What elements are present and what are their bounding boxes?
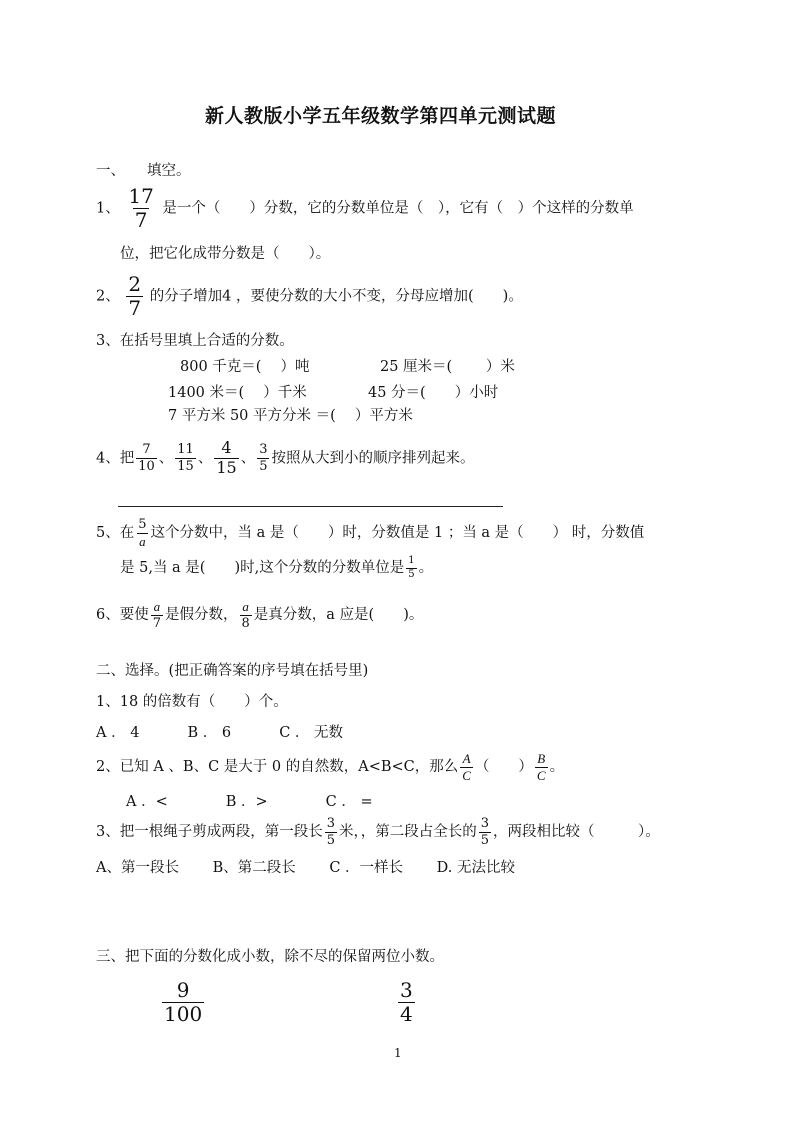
s2-q3-fraction-2: $\frac{3}{5}$ <box>480 816 490 848</box>
q5-line-b <box>120 556 433 580</box>
q1-text-b: 位，把它化成带分数是（ ）。 <box>120 246 331 262</box>
q4-fraction-1: $\frac{7}{10}$ <box>138 442 155 474</box>
s3-fraction-1-wrap <box>160 980 206 1025</box>
q1-fraction <box>126 186 155 231</box>
section2-heading: 二、选择。(把正确答案的序号填在括号里) <box>96 663 369 679</box>
q3-row1-b: 25 厘米＝( ）米 <box>380 359 515 375</box>
q1-line <box>96 186 634 231</box>
q2-denominator: 7 <box>128 296 142 320</box>
q1-numerator: 17 <box>128 184 154 208</box>
s2-q3-fraction-1: $\frac{3}{5}$ <box>326 816 336 848</box>
q4-sep: 、 <box>240 450 256 467</box>
q2-fraction <box>126 274 143 319</box>
s2-q2-line <box>96 752 564 782</box>
q5-fraction-2: $\frac{1}{5}$ <box>408 555 415 580</box>
q2-numerator: 2 <box>128 272 142 296</box>
q3-row1-a: 800 千克＝( ）吨 <box>180 359 310 375</box>
section1-heading <box>96 164 191 179</box>
q4-suffix: 按照从大到小的顺序排列起来。 <box>271 450 475 467</box>
s3-fraction-2-wrap <box>396 980 417 1025</box>
q4-line <box>96 440 474 477</box>
q6-mid: 是假分数， <box>165 607 238 624</box>
q4-answer-line <box>118 506 503 507</box>
q5-text-b: 是 5,当 a 是( )时,这个分数的分数单位是 <box>120 560 405 576</box>
q4-sep: 、 <box>197 450 213 467</box>
q4-prefix: 4、把 <box>96 450 135 467</box>
q2-line <box>96 274 523 319</box>
page-title: 新人教版小学五年级数学第四单元测试题 <box>205 105 557 127</box>
q5-text-a: 这个分数中，当 a 是（ ）时，分数值是 1 ；当 a 是（ ） 时，分数值 <box>150 525 645 542</box>
s2-q1-options: A ． 4 B ． 6 C ． 无数 <box>96 725 344 741</box>
s2-q2-options: A ．< B ．> C ． = <box>126 794 373 810</box>
q6-fraction-1: $\frac{a}{7}$ <box>152 599 162 631</box>
q5-prefix: 5、在 <box>96 525 135 542</box>
q6-fraction-2: $\frac{a}{8}$ <box>241 599 250 631</box>
q1-num: 1、 <box>96 200 120 217</box>
s2-q2-text: 2、已知 A 、B、C 是大于 0 的自然数，A<B<C，那么 <box>96 759 459 776</box>
s2-q3-line <box>96 817 660 847</box>
s2-q3-prefix: 3、把一根绳子剪成两段，第一段长 <box>96 824 323 841</box>
q6-suffix: 是真分数，a 应是( )。 <box>253 607 424 624</box>
s2-q2-fraction-1: $\frac{A}{C}$ <box>462 751 471 783</box>
q2-text: 的分子增加4 ，要使分数的大小不变，分母应增加( )。 <box>149 288 523 305</box>
q3-row2-a: 1400 米＝( ）千米 <box>168 385 307 401</box>
q2-num: 2、 <box>96 288 120 305</box>
q3-row3: 7 平方米 50 平方分米 ＝( ）平方米 <box>168 408 413 424</box>
section1-heading-text: 填空。 <box>147 163 191 179</box>
s2-q3-mid: 米，，第二段占全长的 <box>339 824 477 841</box>
q5-fraction: $\frac{5}{a}$ <box>138 517 147 549</box>
q1-text-a: 是一个（ ）分数，它的分数单位是（ ），它有（ ）个这样的分数单 <box>162 200 634 217</box>
q3-text: 3、在括号里填上合适的分数。 <box>96 333 294 349</box>
s2-q2-end: 。 <box>549 759 565 776</box>
q6-line <box>96 600 423 630</box>
s2-q3-options: A、第一段长 B、第二段长 C ．一样长 D. 无法比较 <box>96 860 515 876</box>
section1-heading-num: 一、 <box>96 163 125 179</box>
q3-row2-b: 45 分＝( ）小时 <box>368 385 499 401</box>
q4-sep: 、 <box>158 450 174 467</box>
s2-q1-text: 1、18 的倍数有（ ）个。 <box>96 694 288 710</box>
q5-line <box>96 518 644 548</box>
q5-end: 。 <box>418 560 434 576</box>
section3-heading: 三、把下面的分数化成小数，除不尽的保留两位小数。 <box>96 949 444 965</box>
page-number: 1 <box>394 1046 402 1060</box>
s2-q2-fraction-2: $\frac{B}{C}$ <box>536 751 546 783</box>
s2-q2-paren: （ ） <box>474 759 533 776</box>
s2-q3-suffix: ，两段相比较（ ）。 <box>493 824 660 841</box>
q1-denominator: 7 <box>134 208 148 232</box>
q4-fraction-3: $\frac{4}{15}$ <box>216 438 237 477</box>
q6-prefix: 6、要使 <box>96 607 149 624</box>
s3-fraction-1: $\frac{9}{100}$ <box>164 978 203 1026</box>
s3-fraction-2: $\frac{3}{4}$ <box>400 978 413 1026</box>
q4-fraction-4: $\frac{3}{5}$ <box>259 442 268 474</box>
q4-fraction-2: $\frac{11}{15}$ <box>177 442 194 474</box>
